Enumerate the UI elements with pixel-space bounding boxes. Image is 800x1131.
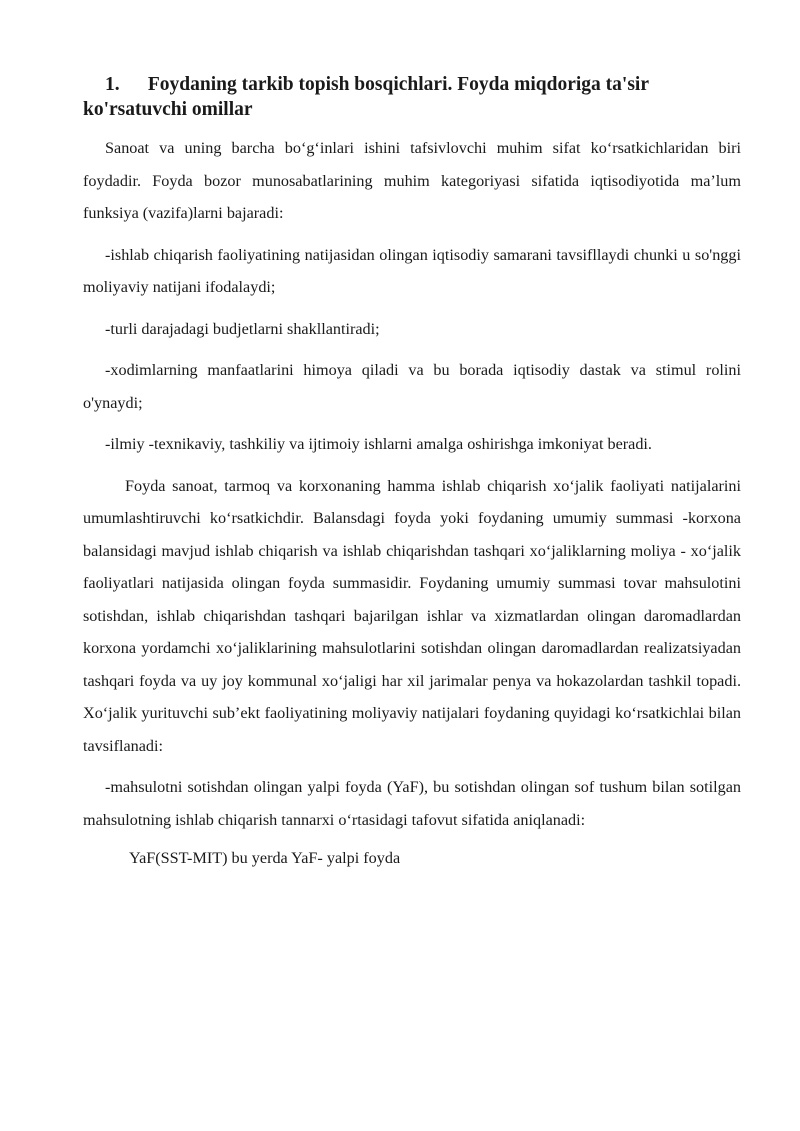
paragraph-profit: Foyda sanoat, tarmoq va korxonaning hamma ishlab chiqarish xo‘jalik faoliyati natijalarini umumlashtiruvchi ko‘rsatkichdir. Balansdagi foyda yoki foydaning umumiy summasi -korxona balansidagi mavjud ishlab chiqarish va ishlab chiqarishdan tashqari xo‘jaliklarning moliya - xo‘jalik faoliyatlari natijasida olingan foyda summasidir. Foydaning umumiy summasi tovar mahsulotini sotishdan, ishlab chiqarishdan tashqari bajarilgan ishlar va xizmatlardan olingan daromadlardan korxona yordamchi xo‘jaliklarining mahsulotlarini sotishdan olingan daromadlardan realizatsiyadan tashqari foyda va uy joy kommunal xo‘jaligi har xil jarimalar penya va hokazolardan tashkil topadi. Xo‘jalik yurituvchi sub’ekt faoliyatining moliyaviy natijalari foydaning quyidagi ko‘rsatkichlai bilan tavsiflanadi:	[83, 476, 741, 755]
list-item-budget: -turli darajadagi budjetlarni shakllantiradi;	[105, 319, 380, 338]
section-heading	[83, 72, 741, 122]
list-item-result: -ishlab chiqarish faoliyatining natijasidan olingan iqtisodiy samarani tavsifllaydi chunki u so'nggi moliyaviy natijani ifodalaydi;	[83, 245, 741, 296]
section-number: 1.	[105, 74, 120, 95]
list-item-employees: -xodimlarning manfaatlarini himoya qiladi va bu borada iqtisodiy dastak va stimul rolini o'ynaydi;	[83, 361, 741, 412]
list-item-science: -ilmiy -texnikaviy, tashkiliy va ijtimoiy ishlarni amalga oshirishga imkoniyat beradi.	[105, 435, 652, 453]
formula-line: YaF(SST-MIT) bu yerda YaF- yalpi foyda	[129, 849, 401, 867]
section-title: Foydaning tarkib topish bosqichlari. Foyda miqdoriga ta'sir ko'rsatuvchi omillar	[83, 74, 649, 120]
document-page	[83, 72, 741, 875]
paragraph-intro: Sanoat va uning barcha bo‘g‘inlari ishini tafsivlovchi muhim sifat ko‘rsatkichlaridan biri foydadir. Foyda bozor munosabatlarining muhim kategoriyasi sifatida iqtisodiyotida ma’lum funksiya (vazifa)larni bajaradi:	[83, 139, 741, 222]
list-item-gross-profit: -mahsulotni sotishdan olingan yalpi foyda (YaF), bu sotishdan olingan sof tushum bilan sotilgan mahsulotning ishlab chiqarish tannarxi o‘rtasidagi tafovut sifatida aniqlanadi:	[83, 778, 741, 829]
